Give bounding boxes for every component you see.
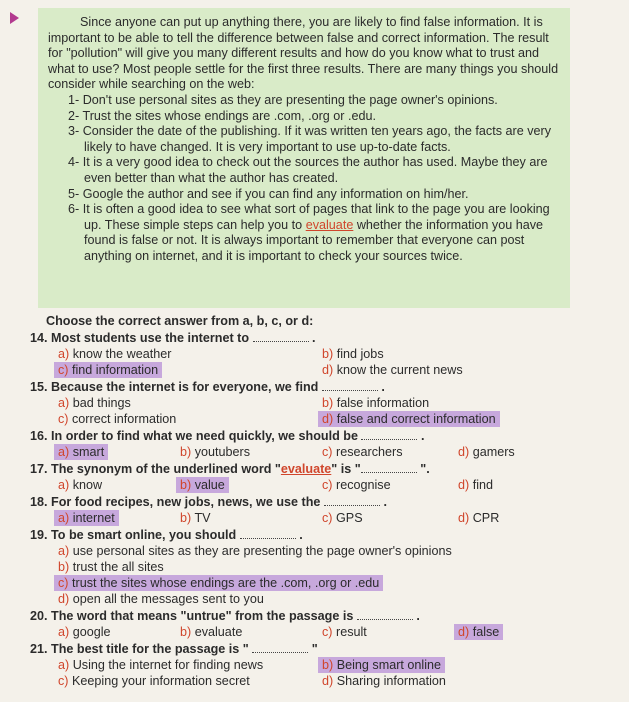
option-a[interactable] <box>58 395 131 411</box>
underlined-word: evaluate <box>280 462 332 476</box>
option-text: false and correct information <box>336 412 496 426</box>
option-d[interactable] <box>318 411 500 427</box>
question-list <box>30 330 610 689</box>
option-letter: b) <box>180 511 195 525</box>
option-text: evaluate <box>194 625 243 639</box>
reading-passage <box>38 8 570 308</box>
option-text: false information <box>336 396 430 410</box>
passage-intro: Since anyone can put up anything there, you are likely to find false information. It is important to be able to tell the difference between false and correct information. The result for "pollution" will give you many different results and how do you know what to trust and what to use? Most people settle for the first three results. There are many things you should consider while searching on the web: <box>48 15 559 92</box>
option-letter: c) <box>322 478 336 492</box>
option-letter: c) <box>322 511 336 525</box>
option-letter: b) <box>180 445 195 459</box>
option-b[interactable] <box>180 444 250 460</box>
options-row <box>30 559 610 575</box>
question-text <box>30 608 610 624</box>
exercise <box>30 313 610 689</box>
answer-blank[interactable] <box>240 528 296 539</box>
option-letter: c) <box>58 363 72 377</box>
option-letter: b) <box>322 396 337 410</box>
options-row <box>30 395 610 411</box>
question-end: . <box>417 429 425 443</box>
options-row <box>30 510 610 526</box>
option-letter: d) <box>58 592 73 606</box>
option-letter: a) <box>58 625 73 639</box>
question-number: 17. <box>30 462 52 476</box>
option-a[interactable] <box>58 543 452 559</box>
option-letter: a) <box>58 544 73 558</box>
option-letter: c) <box>322 445 336 459</box>
question-text <box>30 641 610 657</box>
option-c[interactable] <box>322 624 367 640</box>
option-d[interactable] <box>458 444 515 460</box>
option-b[interactable] <box>322 395 429 411</box>
question-number: 21. <box>30 642 52 656</box>
question-number: 19. <box>30 528 52 542</box>
question-19 <box>30 527 610 607</box>
option-b[interactable] <box>176 477 229 493</box>
options-row <box>30 575 610 591</box>
option-b[interactable] <box>322 346 384 362</box>
option-a[interactable] <box>58 477 102 493</box>
option-text: false <box>472 625 500 639</box>
option-text: find <box>472 478 494 492</box>
option-text: value <box>194 478 225 492</box>
question-14 <box>30 330 610 378</box>
option-c[interactable] <box>58 411 176 427</box>
option-letter: a) <box>58 478 73 492</box>
option-text: google <box>72 625 111 639</box>
option-text: Keeping your information secret <box>72 674 250 688</box>
option-text: gamers <box>472 445 515 459</box>
option-letter: d) <box>322 674 337 688</box>
option-letter: b) <box>322 347 337 361</box>
option-c[interactable] <box>322 477 391 493</box>
option-text: trust the sites whose endings are the .com, .org or .edu <box>72 576 380 590</box>
answer-blank[interactable] <box>361 429 417 440</box>
option-text: find jobs <box>336 347 384 361</box>
question-text <box>30 527 610 543</box>
answer-blank[interactable] <box>322 380 378 391</box>
question-text <box>30 428 610 444</box>
option-d[interactable] <box>58 591 264 607</box>
question-number: 18. <box>30 495 52 509</box>
options-row <box>30 543 610 559</box>
option-text: know <box>72 478 103 492</box>
option-d[interactable] <box>322 362 463 378</box>
question-stem: The synonym of the underlined word " <box>51 462 281 476</box>
options-row <box>30 444 610 460</box>
option-a[interactable] <box>58 346 171 362</box>
answer-blank[interactable] <box>324 495 380 506</box>
question-stem: Most students use the internet to <box>51 331 253 345</box>
option-b[interactable] <box>180 510 211 526</box>
option-text: bad things <box>72 396 131 410</box>
option-text: Being smart online <box>336 658 442 672</box>
option-c[interactable] <box>322 444 403 460</box>
option-text: TV <box>194 511 211 525</box>
question-number: 14. <box>30 331 52 345</box>
question-21 <box>30 641 610 689</box>
option-text: smart <box>72 445 105 459</box>
option-text: trust the all sites <box>72 560 164 574</box>
item6-after: whether the information you have found is false or not. It is always important to remember that everyone can post anything on internet, and it is important to check your sources twice. <box>84 217 544 263</box>
option-d[interactable] <box>458 477 493 493</box>
question-16 <box>30 428 610 460</box>
option-letter: c) <box>322 625 336 639</box>
option-b[interactable] <box>318 657 445 673</box>
option-c[interactable] <box>54 575 383 591</box>
passage-item-6 <box>68 202 560 264</box>
question-end: . <box>295 528 303 542</box>
option-letter: a) <box>58 658 73 672</box>
option-letter: b) <box>180 478 195 492</box>
question-stem: In order to find what we need quickly, we should be <box>51 429 362 443</box>
question-stem: The best title for the passage is " <box>51 642 253 656</box>
question-text <box>30 379 610 395</box>
passage-item-5: 5- Google the author and see if you can find any information on him/her. <box>68 186 469 201</box>
option-text: open all the messages sent to you <box>72 592 264 606</box>
question-end: ". <box>416 462 430 476</box>
question-18 <box>30 494 610 526</box>
options-row <box>30 477 610 493</box>
section-arrow-icon <box>10 12 19 24</box>
option-text: find information <box>72 363 159 377</box>
option-a[interactable] <box>58 624 111 640</box>
option-letter: d) <box>458 478 473 492</box>
option-text: correct information <box>72 412 177 426</box>
question-stem: For food recipes, new jobs, news, we use the <box>51 495 324 509</box>
options-row <box>30 411 610 427</box>
passage-item-4: 4- It is a very good idea to check out the sources the author has used. Maybe they are even better than what the author has created. <box>68 155 548 185</box>
option-text: CPR <box>472 511 500 525</box>
option-d[interactable] <box>454 624 503 640</box>
question-end: . <box>377 380 385 394</box>
option-letter: d) <box>322 412 337 426</box>
passage-item-2: 2- Trust the sites whose endings are .com, .org or .edu. <box>68 108 376 123</box>
option-letter: b) <box>322 658 337 672</box>
option-letter: d) <box>458 625 473 639</box>
option-b[interactable] <box>58 559 164 575</box>
option-letter: a) <box>58 511 73 525</box>
option-letter: c) <box>58 576 72 590</box>
option-letter: a) <box>58 396 73 410</box>
option-text: know the current news <box>336 363 463 377</box>
passage-item-1: 1- Don't use personal sites as they are presenting the page owner's opinions. <box>68 92 498 107</box>
question-stem: Because the internet is for everyone, we find <box>51 380 322 394</box>
question-number: 20. <box>30 609 52 623</box>
option-letter: d) <box>458 445 473 459</box>
option-letter: b) <box>180 625 195 639</box>
question-number: 15. <box>30 380 52 394</box>
question-end: . <box>412 609 420 623</box>
option-a[interactable] <box>54 444 108 460</box>
option-text: result <box>336 625 367 639</box>
option-letter: c) <box>58 674 72 688</box>
option-text: internet <box>72 511 115 525</box>
option-c[interactable] <box>58 673 250 689</box>
question-number: 16. <box>30 429 52 443</box>
options-row <box>30 362 610 378</box>
question-20 <box>30 608 610 640</box>
option-c[interactable] <box>54 362 162 378</box>
options-row <box>30 657 610 673</box>
option-d[interactable] <box>458 510 499 526</box>
option-letter: d) <box>322 363 337 377</box>
question-end: . <box>308 331 316 345</box>
option-text: use personal sites as they are presenting the page owner's opinions <box>72 544 452 558</box>
answer-blank[interactable] <box>253 331 309 342</box>
option-letter: a) <box>58 347 73 361</box>
question-text <box>30 494 610 510</box>
option-text: Using the internet for finding news <box>72 658 264 672</box>
question-end: . <box>379 495 387 509</box>
question-stem: To be smart online, you should <box>51 528 240 542</box>
answer-blank[interactable] <box>361 462 417 473</box>
question-17 <box>30 461 610 493</box>
answer-blank[interactable] <box>357 609 413 620</box>
underlined-word: evaluate <box>305 217 354 232</box>
option-text: recognise <box>336 478 391 492</box>
option-text: Sharing information <box>336 674 446 688</box>
option-text: GPS <box>336 511 363 525</box>
options-row <box>30 624 610 640</box>
option-b[interactable] <box>180 624 242 640</box>
answer-blank[interactable] <box>252 642 308 653</box>
passage-list <box>48 93 560 265</box>
question-stem: The word that means "untrue" from the passage is <box>51 609 357 623</box>
question-text <box>30 330 610 346</box>
instruction: Choose the correct answer from a, b, c, or d: <box>46 314 314 328</box>
options-row <box>30 346 610 362</box>
option-a[interactable] <box>54 510 119 526</box>
options-row <box>30 591 610 607</box>
item6-before: 6- It is often a good idea to see what sort of pages that link to the page you are looking up. These simple steps can help you to <box>68 202 550 232</box>
question-text <box>30 461 610 477</box>
option-letter: b) <box>58 560 73 574</box>
option-d[interactable] <box>322 673 446 689</box>
option-c[interactable] <box>322 510 363 526</box>
option-letter: c) <box>58 412 72 426</box>
option-a[interactable] <box>58 657 263 673</box>
options-row <box>30 673 610 689</box>
question-stem: " is " <box>331 462 361 476</box>
passage-item-3: 3- Consider the date of the publishing. If it was written ten years ago, the facts are very likely to have changed. It is very important to use up-to-date facts. <box>68 124 552 154</box>
question-15 <box>30 379 610 427</box>
option-text: youtubers <box>194 445 251 459</box>
option-letter: d) <box>458 511 473 525</box>
option-letter: a) <box>58 445 73 459</box>
question-end: " <box>308 642 318 656</box>
option-text: know the weather <box>72 347 172 361</box>
option-text: researchers <box>336 445 403 459</box>
